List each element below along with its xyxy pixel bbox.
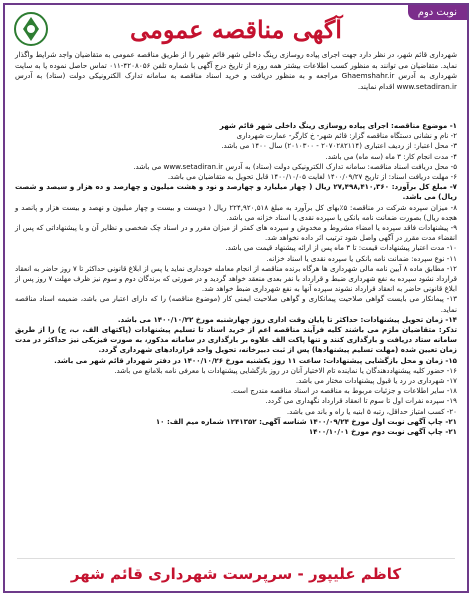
item-validity: ۱۰- مدت اعتبار پیشنهادات قیمت: تا ۳ ماه پس از ارائه پیشنهاد قیمت می باشد. — [225, 243, 457, 253]
item-rank: ۲۰- کسب امتیاز حداقل، رتبه ۵ ابنیه یا راه و باند می باشد. — [286, 406, 457, 416]
round-badge: نوبت دوم — [408, 5, 467, 20]
item-submission-time: ۱۴- زمان تحویل پیشنهادات: حداکثر تا پایان وقت اداری روز چهارشنبه مورخ ۱۴۰۰/۱۰/۲۲ می باشد. — [117, 314, 457, 324]
item-invalid-bids: ۹- پیشنهادات فاقد سپرده یا امضاء مشروط و مخدوش و سپرده های کمتر از میزان مقرر و در اسناد چک شخصی و نظایر آن و یا پیشنهاداتی که پس از انقضاء مدت مقرر در آگهی واصل شود ترتیب اثر داده نخواهد شد. — [15, 223, 457, 243]
notice-title: آگهی مناقصه عمومی — [130, 15, 342, 44]
item-organizer: ۲- نام و نشانی دستگاه مناقصه گزار: قائم شهر- خ کارگر- عمارت شهرداری — [236, 131, 457, 141]
signature-footer: کاظم علیپور - سرپرست شهرداری قائم شهر — [70, 565, 402, 583]
item-other-info: ۱۸- سایر اطلاعات و جزئیات مربوط به مناقصه در اسناد مناقصه مندرج است. — [230, 386, 457, 396]
item-second-publication: ۲۱- چاپ آگهی نوبت دوم مورخ ۱۴۰۰/۱۰/۰۱ — [308, 427, 457, 437]
item-budget-source: ۳- محل اعتبار: از ردیف اعتباری (۲۰۷۰۲۸۲۱۱۴ - ۲۰۱۰۳۰۰) سال ۱۴۰۰ می باشد. — [221, 141, 457, 151]
item-rejection-right: ۱۷- شهرداری در رد یا قبول پیشنهادات مختار می باشد. — [295, 376, 457, 386]
municipality-logo-icon — [13, 11, 49, 47]
item-subject: ۱- موضوع مناقصه: اجرای پیاده روسازی رینگ داخلی شهر قائم شهر — [219, 121, 457, 130]
item-article-8: ۱۲- مطابق ماده ۸ آیین نامه مالی شهرداری ها هرگاه برنده مناقصه از انجام معامله خودداری نماید یا پس از ابلاغ قانونی حداکثر تا ۷ روز حاضر به انعقاد قرارداد نشود سپرده به نفع شهرداری ضبط و قرارداد با نفر بعدی منعقد خواهد گردید و در صورتی که برندگان دوم و سوم نیز ظرف مهلت ۷ روز پس از ابلاغ قانونی حاضر به انعقاد قرارداد نشوند سپرده آنها به نفع شهرداری ضبط خواهد شد. — [15, 263, 457, 294]
item-note: تذکر: متقاضیان ملزم می باشند کلیه فرآیند مناقصه اعم از خرید اسناد تا تسلیم پیشنهادات (پاکتهای الف، ب، ج) را از طریق سامانه ستاد دریافت و بارگذاری کنند و تنها پاکت الف علاوه بر بارگذاری در سامانه مذکور، به صورت فیزیکی نیز حداکثر در مدت زمان تعیین شده (مهلت تسلیم پیشنهادها) پس از ثبت دبیرخانه، تحویل واحد قراردادهای شهرداری گردد. — [15, 325, 457, 355]
item-deposit: ۸- میزان سپرده شرکت در مناقصه: ۵٪بهای کل برآورد به مبلغ ۲۲۴,۹۲۰,۵۱۸ ریال ( دویست و بیست و چهار میلیون و نهصد و بیست هزار و پانصد و هجده ریال) بصورت ضمانت نامه بانکی یا سپرده نقدی یا اسناد خزانه می باشد. — [15, 202, 457, 222]
item-documents-deadline: ۶- مهلت دریافت اسناد: از تاریخ ۱۴۰۰/۰۹/۲۷ لغایت ۱۴۰۰/۱۰/۰۵ قابل تحویل به متقاضیان می باشد. — [167, 172, 457, 182]
item-opening: ۱۵- زمان و محل بازگشایی پیشنهادات: ساعت ۱۱ روز یکشنبه مورخ ۱۴۰۰/۱۰/۲۶ در دفتر شهردار قائم شهر می باشد. — [54, 355, 457, 365]
item-deposit-hold: ۱۹- سپرده نفرات اول تا سوم تا انعقاد قرارداد نگهداری می گردد. — [265, 396, 457, 406]
notice-frame — [3, 3, 469, 593]
item-attendance: ۱۶- حضور کلیه پیشنهاددهندگان یا نماینده تام الاختیار آنان در روز بازگشایی پیشنهادات با معرفی نامه بلامانع می باشد. — [114, 365, 457, 375]
footer-divider — [17, 558, 455, 559]
item-total-estimate: ۷- مبلغ کل برآورد: ۲۷,۴۹۸,۴۱۰,۳۶۰ ریال ( چهار میلیارد و چهارصد و نود و هشت میلیون و چهارصد و ده هزار و سیصد و شصت ریال) می باشد. — [15, 182, 457, 202]
notice-intro: شهرداری قائم شهر، در نظر دارد جهت اجرای پیاده روسازی رینگ داخلی شهر قائم شهر را از طریق مناقصه عمومی به متقاضیان واجد شرایط واگذار نماید. متقاضیان می توانند به منظور کسب اطلاعات بیشتر همه روزه از تاریخ درج آگهی با شماره تلفن ۴۲۰۸۰۵۶-۰۱۱ تماس حاصل نموده یا به سایت شهرداری به آدرس Ghaemshahr.ir مراجعه و به منظور دریافت و خرید اسناد مناقصه به سامانه تدارک الکترونیکی دولت (ستاد) به آدرس www.setadiran.ir اقدام نمایند. — [15, 50, 457, 91]
item-first-publication: ۲۱- چاپ آگهی نوبت اول مورخ ۱۴۰۰/۰۹/۲۴ شناسه آگهی: ۱۲۴۱۳۵۲ شماره میم الف: ۱۰ — [155, 416, 457, 426]
item-qualification: ۱۳- پیمانکار می بایست گواهی صلاحیت پیمانکاری و گواهی صلاحیت ایمنی کار (موضوع مناقصه) را که دارای اعتبار می باشد، ضمیمه اسناد مناقصه نماید. — [15, 294, 457, 314]
item-documents-location: ۵- محل دریافت اسناد مناقصه: سامانه تدارک الکترونیکی دولت (ستاد) به آدرس www.setadiran.ir می باشد. — [133, 161, 457, 171]
item-duration: ۴- مدت انجام کار: ۳ ماه (سه ماه) می باشد. — [325, 151, 457, 161]
notice-items — [15, 121, 457, 437]
item-deposit-type: ۱۱- نوع سپرده: ضمانت نامه بانکی یا سپرده نقدی یا اسناد خزانه. — [266, 253, 457, 263]
